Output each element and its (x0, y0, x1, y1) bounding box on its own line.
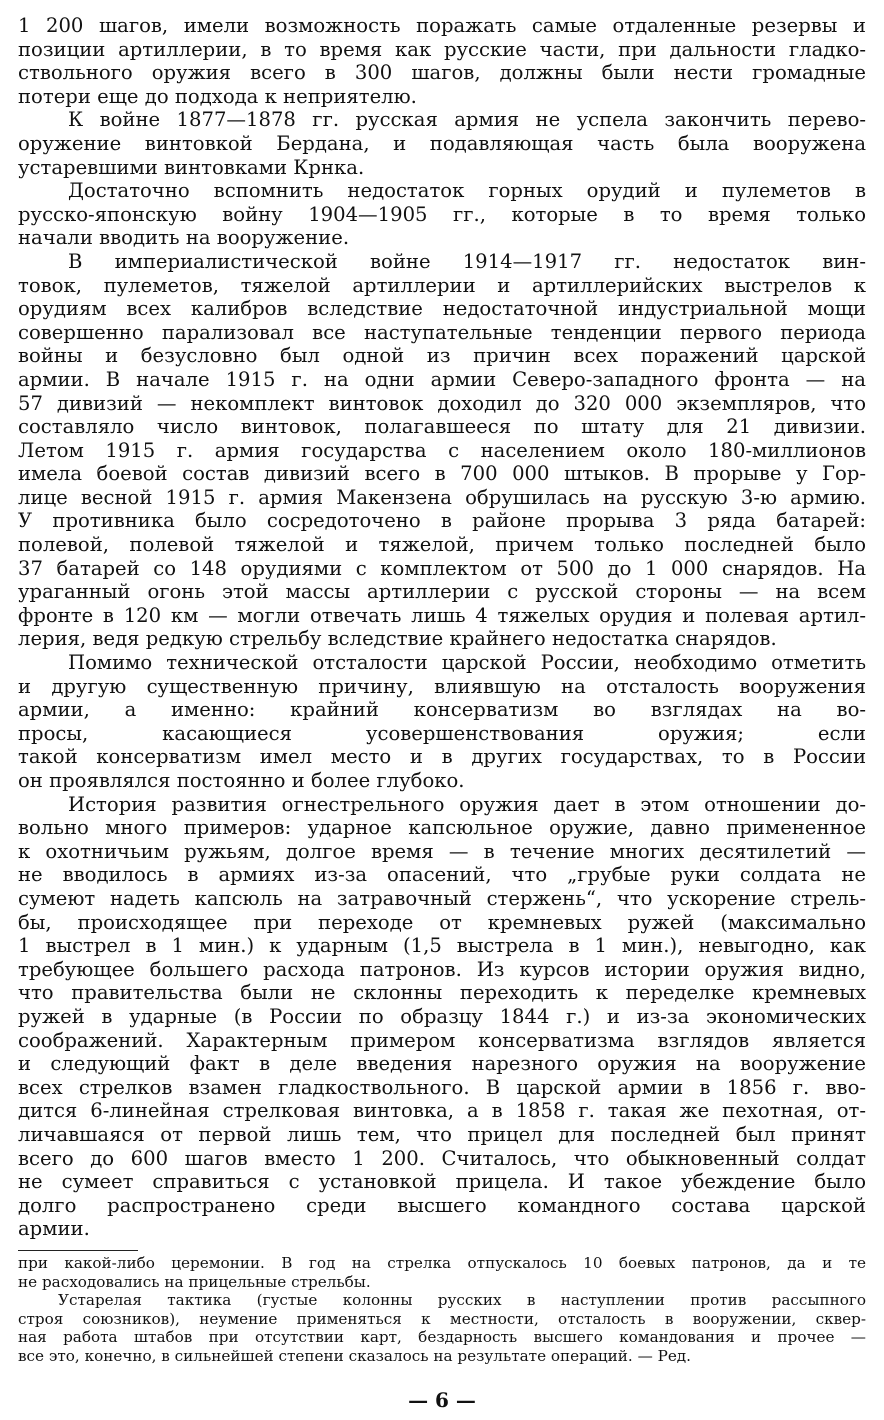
text-line: Летом 1915 г. армия государства с населением около 180-миллионов (18, 438, 866, 462)
text-line: дится 6-линейная стрелковая винтовка, а в 1858 г. такая же пехотная, от- (18, 1099, 866, 1123)
paragraph (18, 793, 866, 1241)
text-line: составляло число винтовок, полагавшееся по штату для 21 дивизии. (18, 415, 866, 439)
text-line: 1 200 шагов, имели возможность поражать самые отдаленные резервы и (18, 14, 866, 37)
text-line: все это, конечно, в сильнейшей степени сказалось на результате операций. — Ред. (18, 1346, 691, 1365)
text-line: не вводилось в армиях из-за опасений, что „грубые руки солдата не (18, 863, 866, 887)
text-line: не расходовались на прицельные стрельбы. (18, 1272, 371, 1291)
text-line: ствольного оружия всего в 300 шагов, должны были нести громадные (18, 61, 866, 85)
text-line: сумеют надеть капсюль на затравочный стержень“, что ускорение стрель- (18, 886, 866, 910)
text-line: вольно много примеров: ударное капсюльное оружие, давно примененное (18, 816, 866, 840)
text-line: просы, касающиеся усовершенствования оружия; если (18, 721, 866, 745)
text-line: долго распространено среди высшего командного состава царской (18, 1193, 866, 1217)
text-line: требующее большего расхода патронов. Из курсов истории оружия видно, (18, 957, 866, 981)
text-line: ная работа штабов при отсутствии карт, бездарность высшего командования и прочее — (18, 1328, 866, 1347)
paragraph (18, 108, 866, 179)
text-line: всех стрелков взамен гладкоствольного. В царской армии в 1856 г. вво- (18, 1075, 866, 1099)
footnotes (18, 1254, 866, 1366)
text-line: армии. (18, 1217, 90, 1241)
text-line: лерия, ведя редкую стрельбу вследствие крайнего недостатка снарядов. (18, 627, 777, 651)
text-line: армии. В начале 1915 г. на одни армии Северо-западного фронта — на (18, 367, 866, 391)
text-line: ураганный огонь этой массы артиллерии с русской стороны — на всем (18, 580, 866, 604)
text-line: начали вводить на вооружение. (18, 226, 350, 250)
paragraph (18, 179, 866, 250)
text-line: В империалистической войне 1914—1917 гг. недостаток вин- (68, 249, 866, 273)
footnote (18, 1254, 866, 1291)
paragraph (18, 250, 866, 651)
footnote (18, 1291, 866, 1365)
footnote-divider (18, 1250, 138, 1251)
text-line: оружение винтовкой Бердана, и подавляющая часть была вооружена (18, 131, 866, 155)
text-line: совершенно парализовал все наступательные тенденции первого периода (18, 320, 866, 344)
text-line: всего до 600 шагов вместо 1 200. Считалось, что обыкновенный солдат (18, 1146, 866, 1170)
text-line: и следующий факт в деле введения нарезного оружия на вооружение (18, 1052, 866, 1076)
text-line: ружей в ударные (в России по образцу 1844 г.) и из-за экономических (18, 1004, 866, 1028)
text-line: 57 дивизий — некомплект винтовок доходил до 320 000 экземпляров, что (18, 391, 866, 415)
text-line: потери еще до подхода к неприятелю. (18, 84, 417, 108)
main-text (18, 14, 866, 1241)
text-line: полевой, полевой тяжелой и тяжелой, причем только последней было (18, 533, 866, 557)
text-line: позиции артиллерии, в то время как русские части, при дальности гладко- (18, 37, 866, 61)
text-line: русско-японскую войну 1904—1905 гг., которые в то время только (18, 202, 866, 226)
text-line: он проявлялся постоянно и более глубоко. (18, 769, 465, 792)
text-line: при какой-либо церемонии. В год на стрелка отпускалось 10 боевых патронов, да и те (18, 1254, 866, 1272)
text-line: армии, а именно: крайний консерватизм во взглядах на во- (18, 698, 866, 722)
text-line: имела боевой состав дивизий всего в 700 000 штыков. В прорыве у Гор- (18, 462, 866, 486)
text-line: 37 батарей со 148 орудиями с комплектом от 500 до 1 000 снарядов. На (18, 556, 866, 580)
page-number: — 6 — (408, 1388, 476, 1412)
text-line: Устарелая тактика (густые колонны русских в наступлении против рассыпного (58, 1291, 866, 1310)
text-line: войны и безусловно был одной из причин всех поражений царской (18, 344, 866, 368)
text-line: У противника было сосредоточено в районе прорыва 3 ряда батарей: (18, 509, 866, 533)
text-line: такой консерватизм имел место и в других государствах, то в России (18, 745, 866, 769)
text-line: что правительства были не склонны переходить к переделке кремневых (18, 981, 866, 1005)
text-line: фронте в 120 км — могли отвечать лишь 4 тяжелых орудия и полевая артил- (18, 603, 866, 627)
text-line: личавшаяся от первой лишь тем, что прицел для последней был принят (18, 1122, 866, 1146)
text-line: К войне 1877—1878 гг. русская армия не успела закончить перево- (68, 108, 866, 132)
text-line: История развития огнестрельного оружия дает в этом отношении до- (68, 792, 866, 816)
text-line: Помимо технической отсталости царской России, необходимо отметить (68, 651, 866, 675)
text-line: к охотничьим ружьям, долгое время — в течение многих десятилетий — (18, 839, 866, 863)
text-line: устаревшими винтовками Крнка. (18, 155, 365, 179)
text-line: не сумеет справиться с установкой прицела. И такое убеждение было (18, 1170, 866, 1194)
paragraph (18, 651, 866, 793)
paragraph (18, 14, 866, 108)
text-line: орудиям всех калибров вследствие недостаточной индустриальной мощи (18, 297, 866, 321)
text-line: и другую существенную причину, влиявшую на отсталость вооружения (18, 674, 866, 698)
text-line: товок, пулеметов, тяжелой артиллерии и артиллерийских выстрелов к (18, 273, 866, 297)
text-line: строя союзников), неумение применяться к местности, отсталость в вооружении, сквер- (18, 1309, 866, 1328)
text-line: бы, происходящее при переходе от кремневых ружей (максимально (18, 910, 866, 934)
text-line: 1 выстрел в 1 мин.) к ударным (1,5 выстрела в 1 мин.), невыгодно, как (18, 934, 866, 958)
text-line: соображений. Характерным примером консерватизма взглядов является (18, 1028, 866, 1052)
text-line: лице весной 1915 г. армия Макензена обрушилась на русскую 3-ю армию. (18, 485, 866, 509)
text-line: Достаточно вспомнить недостаток горных орудий и пулеметов в (68, 179, 866, 203)
